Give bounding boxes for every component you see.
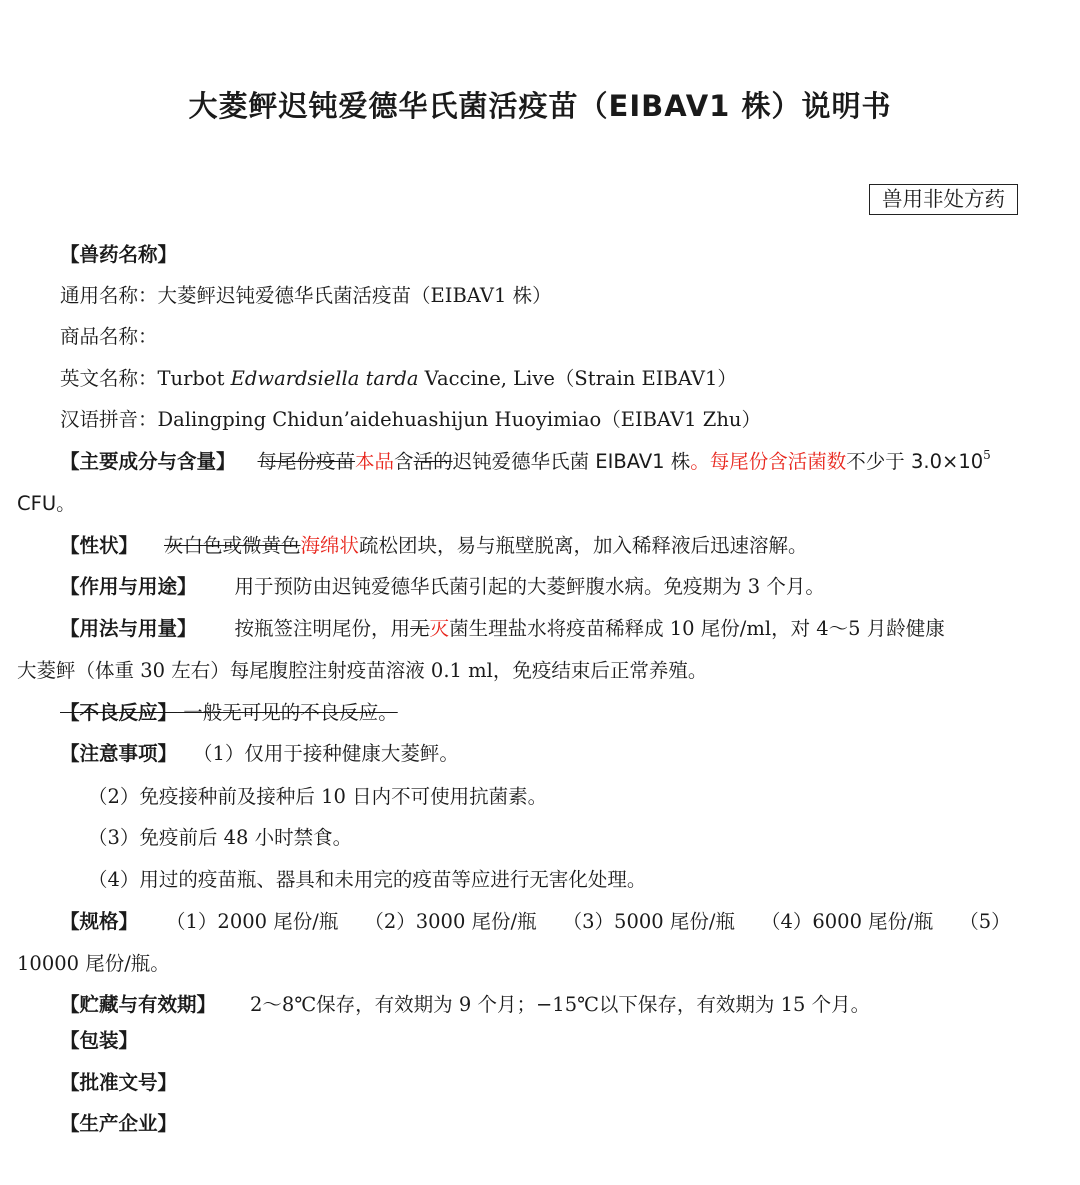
spec-line	[0, 909, 1080, 935]
precautions-heading: 【注意事项】	[60, 742, 178, 765]
precaution-item: （4）用过的疫苗瓶、器具和未用完的疫苗等应进行无害化处理。	[88, 868, 647, 891]
english-name-italic: Edwardsiella tarda	[230, 367, 419, 390]
spec-item: （4）6000 尾份/瓶	[760, 910, 934, 933]
document-title: 大菱鲆迟钝爱德华氏菌活疫苗（EIBAV1 株）说明书	[188, 89, 892, 123]
precaution-item: （1）仅用于接种健康大菱鲆。	[193, 742, 459, 765]
storage-heading: 【贮藏与有效期】	[60, 993, 217, 1016]
usage-heading: 【作用与用途】	[60, 575, 197, 598]
precaution-item: （2）免疫接种前及接种后 10 日内不可使用抗菌素。	[88, 785, 548, 808]
composition-exponent: 5	[983, 448, 991, 462]
usage-text: 用于预防由迟钝爱德华氏菌引起的大菱鲆腹水病。免疫期为 3 个月。	[234, 575, 825, 598]
spec-item: （3）5000 尾份/瓶	[562, 910, 735, 933]
appearance-inserted: 海绵状	[300, 534, 360, 557]
dosage-heading: 【用法与用量】	[60, 617, 197, 640]
pinyin-name-line	[0, 407, 1080, 433]
trade-name-label: 商品名称：	[60, 325, 158, 348]
composition-unit: CFU。	[17, 492, 76, 515]
spec-item: （2）3000 尾份/瓶	[364, 910, 537, 933]
composition-text-2: 迟钝爱德华氏菌 EIBAV1 株	[452, 450, 691, 473]
precautions-line	[0, 741, 1080, 767]
adverse-heading: 【不良反应】	[60, 701, 178, 724]
name-section-heading: 【兽药名称】	[60, 243, 178, 266]
storage-text: 2～8℃保存，有效期为 9 个月；−15℃以下保存，有效期为 15 个月。	[250, 993, 871, 1016]
storage-line	[0, 992, 1080, 1018]
dosage-continuation: 大菱鲆（体重 30 左右）每尾腹腔注射疫苗溶液 0.1 ml，免疫结束后正常养殖。	[17, 659, 708, 682]
pinyin-name-label: 汉语拼音：	[60, 408, 158, 431]
dosage-deleted: 无	[410, 617, 430, 640]
composition-text-3: 不少于 3.0×10	[846, 450, 984, 473]
generic-name-label: 通用名称：	[60, 284, 158, 307]
composition-inserted-1: 本品	[355, 450, 395, 473]
dosage-text-1: 按瓶签注明尾份，用	[234, 617, 411, 640]
packaging-heading: 【包装】	[60, 1029, 139, 1052]
spec-item: （1）2000 尾份/瓶	[166, 910, 339, 933]
appearance-deleted: 灰白色或微黄色	[164, 534, 301, 557]
adverse-text: 一般无可见的不良反应。	[177, 701, 398, 724]
composition-text-1: 含	[394, 450, 414, 473]
dosage-text-2: 菌生理盐水将疫苗稀释成 10 尾份/ml，对 4～5 月龄健康	[449, 617, 945, 640]
english-name-line	[0, 366, 1080, 392]
manufacturer-heading: 【生产企业】	[60, 1112, 178, 1135]
appearance-line	[0, 533, 1080, 559]
adverse-line	[0, 700, 1080, 726]
appearance-heading: 【性状】	[60, 534, 139, 557]
usage-line	[0, 574, 1080, 600]
dosage-inserted: 灭	[429, 617, 450, 640]
precaution-item: （3）免疫前后 48 小时禁食。	[88, 826, 353, 849]
spec-item: （5）	[959, 910, 1011, 933]
english-name-suffix: Vaccine, Live（Strain EIBAV1）	[418, 367, 737, 390]
spec-continuation: 10000 尾份/瓶。	[17, 952, 170, 975]
composition-inserted-2: 。每尾份含活菌数	[690, 450, 847, 473]
approval-heading: 【批准文号】	[60, 1071, 178, 1094]
composition-line	[0, 449, 1080, 475]
generic-name-value: 大菱鲆迟钝爱德华氏菌活疫苗（EIBAV1 株）	[157, 284, 552, 307]
composition-heading: 【主要成分与含量】	[60, 450, 236, 473]
otc-label-box: 兽用非处方药	[869, 184, 1018, 215]
english-name-prefix: Turbot	[157, 367, 231, 390]
dosage-line	[0, 616, 1080, 642]
generic-name-line	[0, 283, 1080, 309]
appearance-text: 疏松团块，易与瓶壁脱离，加入稀释液后迅速溶解。	[359, 534, 808, 557]
english-name-label: 英文名称：	[60, 367, 158, 390]
composition-deleted-2: 活的	[413, 450, 453, 473]
trade-name-line	[0, 324, 1080, 350]
composition-deleted-1: 每尾份疫苗	[257, 450, 356, 473]
pinyin-name-value: Dalingping Chidun’aidehuashijun Huoyimiao（EIBAV1 Zhu）	[157, 408, 761, 431]
spec-heading: 【规格】	[60, 910, 139, 933]
